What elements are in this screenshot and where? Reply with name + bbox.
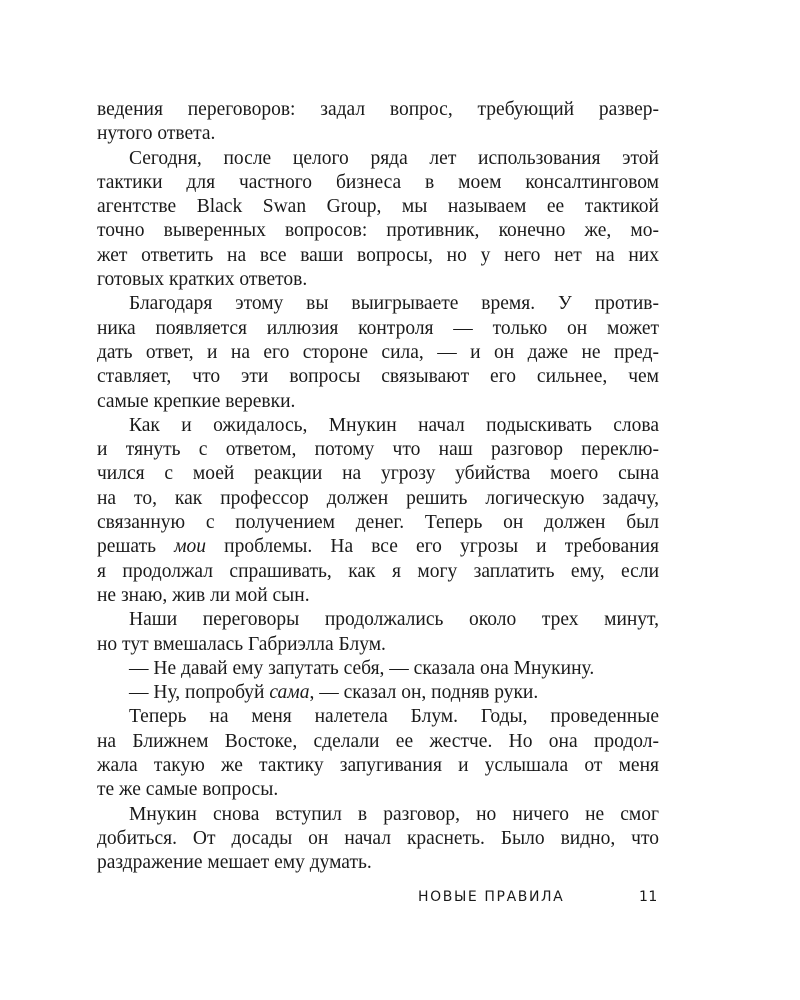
text-line: решать мои проблемы. На все его угрозы и требования [97, 536, 659, 558]
text-line: точно выверенных вопросов: противник, конечно же, мо- [97, 220, 659, 242]
emphasis: мои [174, 536, 207, 558]
text-line: Теперь на меня налетела Блум. Годы, проведенные [129, 706, 659, 728]
text-line: связанную с получением денег. Теперь он должен был [97, 512, 659, 534]
text-line: на Ближнем Востоке, сделали ее жестче. Но она продол- [97, 730, 659, 752]
text-line: не знаю, жив ли мой сын. [97, 584, 310, 606]
text-line: ведения переговоров: задал вопрос, требующий развер- [97, 99, 659, 120]
text-line: ставляет, что эти вопросы связывают его сильнее, чем [97, 366, 659, 388]
text-line: — Не давай ему запутать себя, — сказала она Мнукину. [129, 657, 595, 679]
text-line: раздражение мешает ему думать. [97, 852, 372, 874]
text-line: но тут вмешалась Габриэлла Блум. [97, 633, 386, 655]
text-line: Сегодня, после целого ряда лет использования этой [129, 147, 659, 169]
text-line: готовых кратких ответов. [97, 269, 308, 291]
text-line: жет ответить на все ваши вопросы, но у него нет на них [97, 244, 659, 266]
body-text [97, 98, 659, 876]
text-line: жала такую же тактику запугивания и услышала от меня [97, 755, 659, 777]
text-line: — Ну, попробуй сама, — сказал он, подняв руки. [129, 682, 539, 704]
text-line: агентстве Black Swan Group, мы называем ее тактикой [97, 196, 659, 218]
text-line: Благодаря этому вы выигрываете время. У против- [129, 293, 659, 315]
text-line: Как и ожидалось, Мнукин начал подыскивать слова [129, 414, 659, 436]
running-footer-title: НОВЫЕ ПРАВИЛА [418, 889, 565, 905]
text-line: Наши переговоры продолжались около трех минут, [129, 609, 659, 631]
text-line: те же самые вопросы. [97, 779, 279, 801]
text-line: дать ответ, и на его стороне сила, — и он даже не пред- [97, 341, 659, 363]
text-line: нутого ответа. [97, 123, 216, 145]
text-line: добиться. От досады он начал краснеть. Было видно, что [97, 827, 659, 849]
text-line: Мнукин снова вступил в разговор, но ничего не смог [129, 803, 659, 825]
text-line: ника появляется иллюзия контроля — только он может [97, 317, 659, 339]
text-line: и тянуть с ответом, потому что наш разговор переклю- [97, 439, 659, 461]
emphasis: сама [269, 682, 310, 704]
page-number: 11 [639, 889, 658, 905]
text-line: чился с моей реакции на угрозу убийства моего сына [97, 463, 659, 485]
text-line: тактики для частного бизнеса в моем консалтинговом [97, 171, 659, 193]
text-line: я продолжал спрашивать, как я могу заплатить ему, если [97, 560, 659, 582]
text-line: на то, как профессор должен решить логическую задачу, [97, 487, 659, 509]
text-line: самые крепкие веревки. [97, 390, 296, 412]
